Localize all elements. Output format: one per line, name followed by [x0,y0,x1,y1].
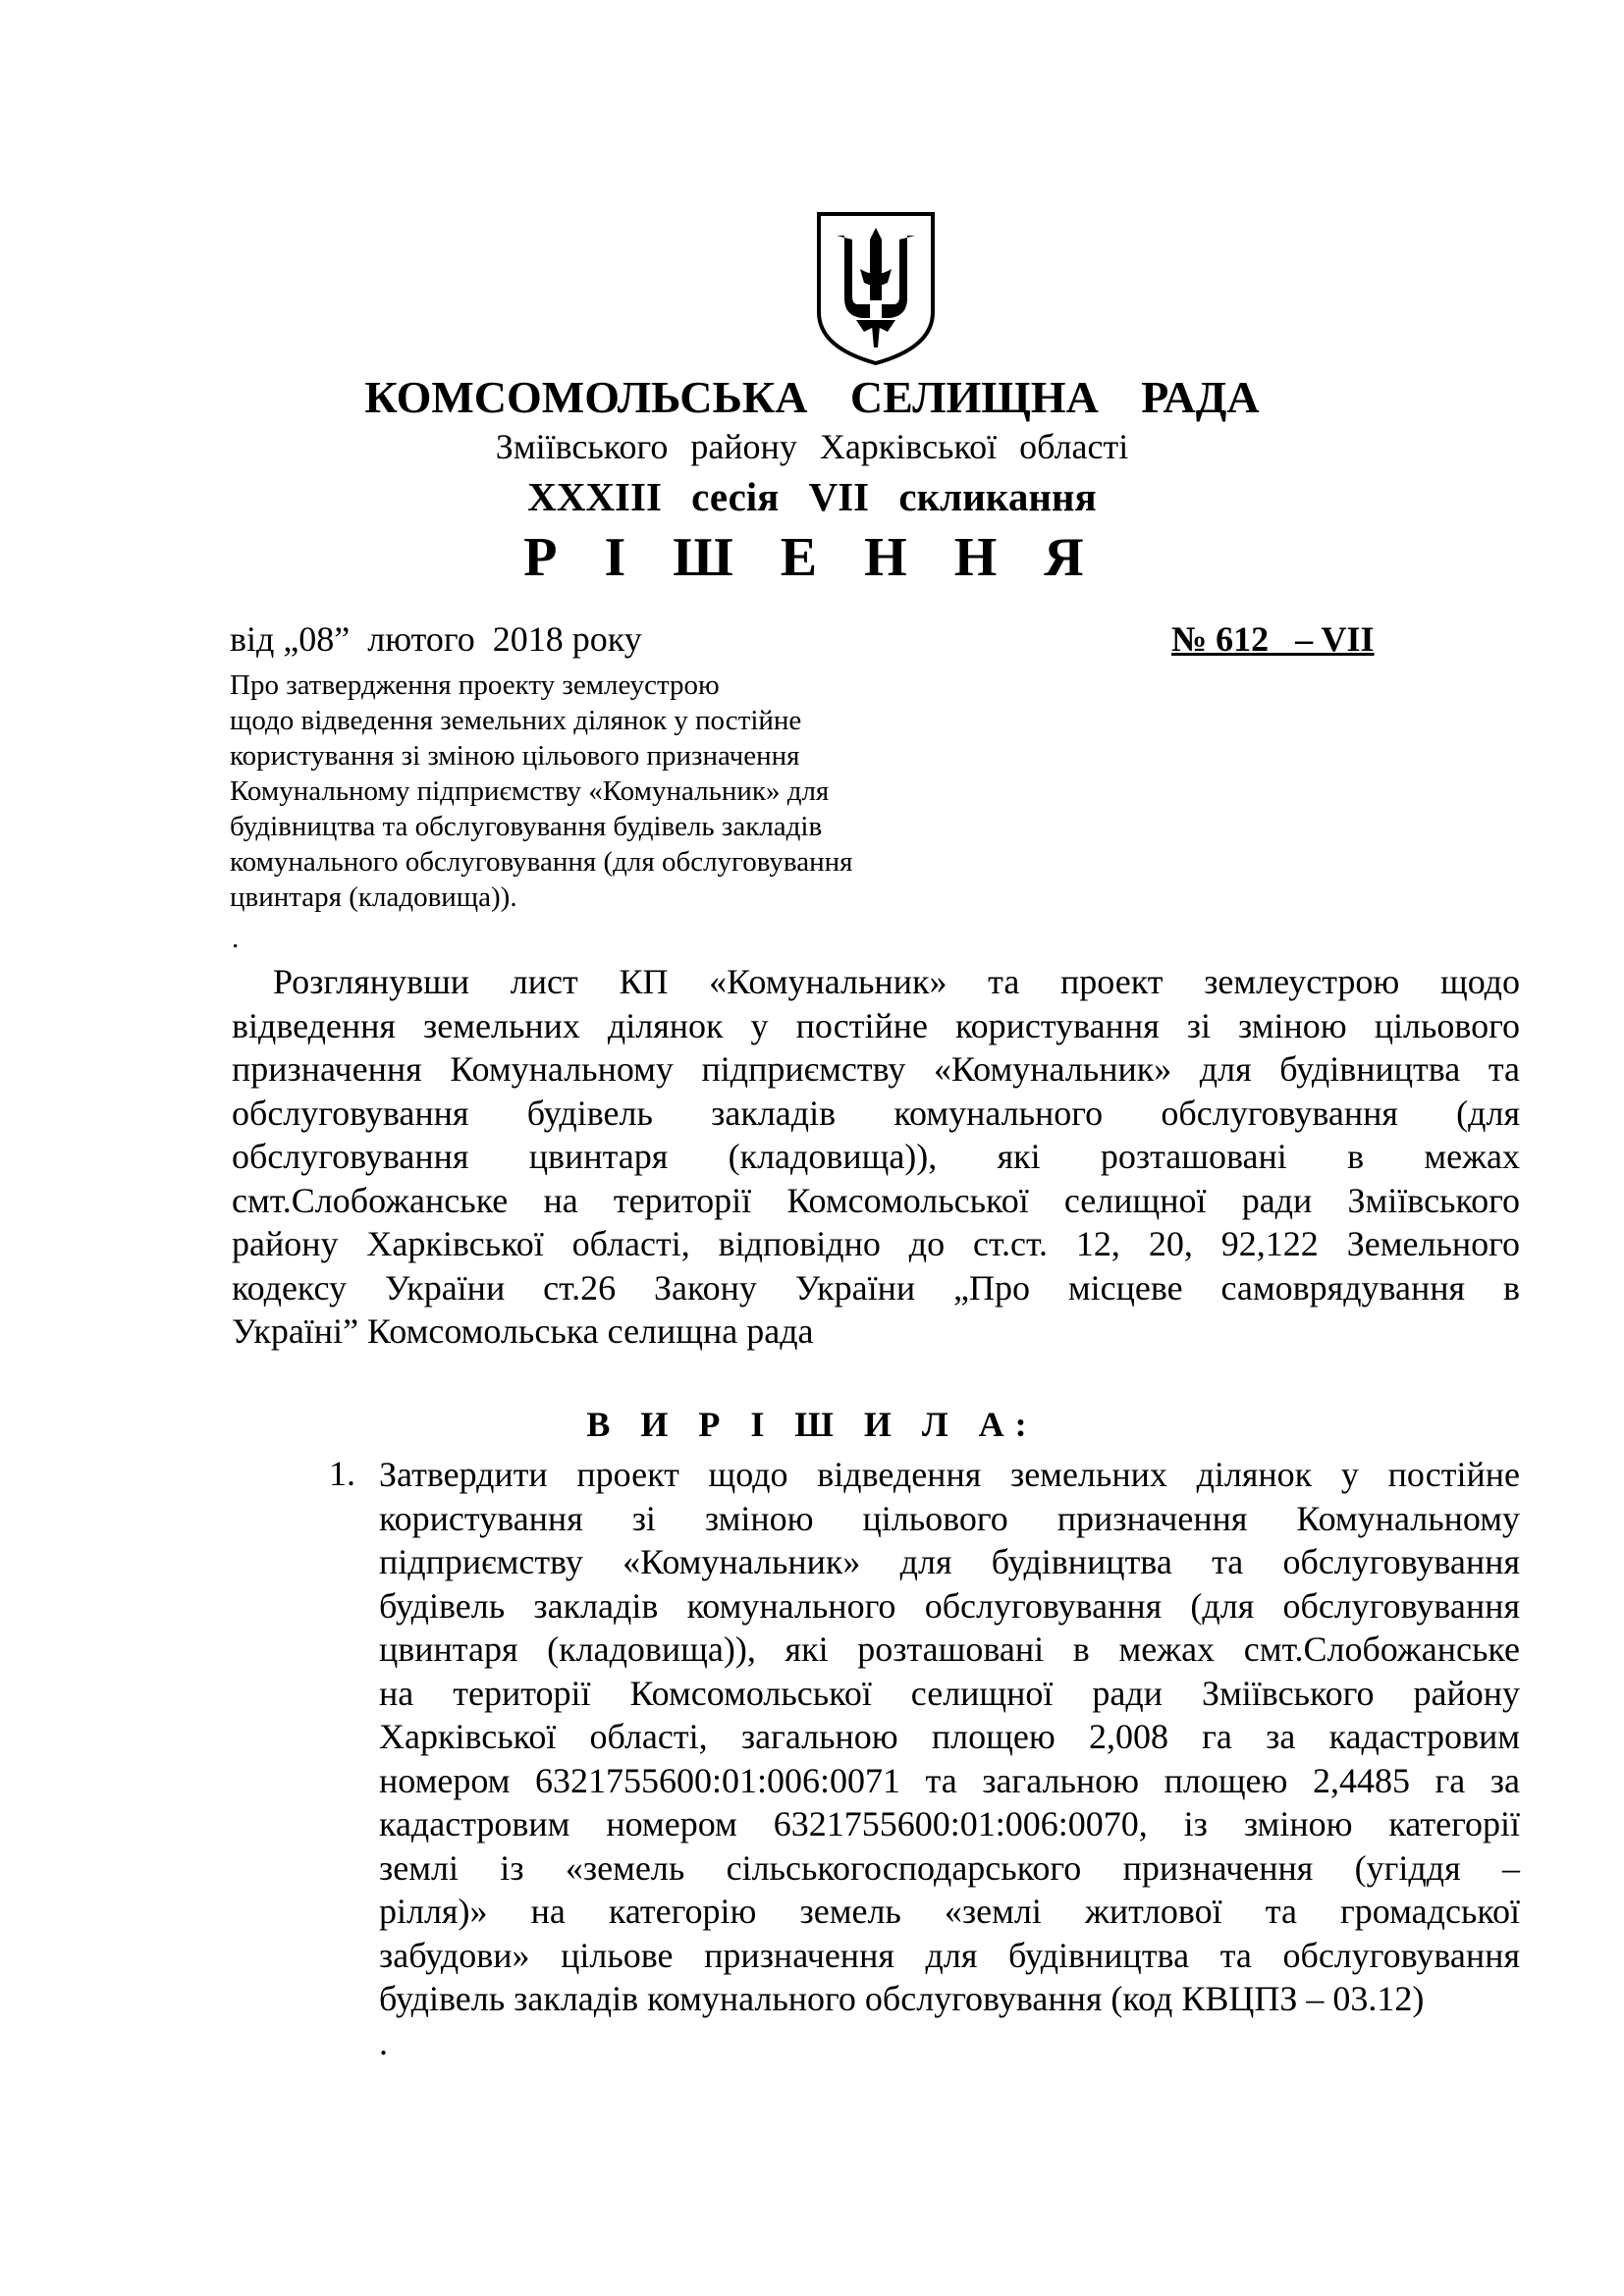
item-line: цвинтаря (кладовища)), які розташовані в межах смт.Слобожанське [379,1629,1520,1669]
item-line: кадастровим номером 6321755600:01:006:0070, із зміною категорії [379,1804,1520,1843]
subject-line: Комунальному підприємству «Комунальник» для [230,775,830,807]
subject-line: комунального обслуговування (для обслуговування [230,846,853,878]
document-title: Р І Ш Е Н Н Я [523,527,1101,588]
subject-line: будівництва та обслуговування будівель закладів [230,811,823,842]
item-line: Харківської області, загальною площею 2,008 га за кадастровим [379,1717,1520,1756]
preamble-line: обслуговування будівель закладів комунального обслуговування (для [232,1093,1520,1133]
session-name: XXXIII сесія VII скликання [527,474,1097,519]
subject-line: користування зі зміною цільового призначення [230,740,800,772]
preamble-line: відведення земельних ділянок у постійне користування зі зміною цільового [232,1005,1520,1045]
item-trailing-dot: . [379,2022,388,2062]
preamble-line: кодексу України ст.26 Закону України „Про місцеве самоврядування в [232,1267,1520,1308]
preamble-line: Розглянувши лист КП «Комунальник» та проект землеустрою щодо [273,962,1520,1001]
item-line: номером 6321755600:01:006:0071 та загальною площею 2,4485 га за [379,1760,1520,1800]
subject-line: щодо відведення земельних ділянок у постійне [230,705,802,736]
subject-line: цвинтаря (кладовища)). [230,881,517,913]
decision-number: № 612 – VII [1171,619,1375,659]
item-line: користування зі зміною цільового призначення Комунальному [379,1498,1520,1538]
preamble-paragraph [232,960,1520,1354]
preamble-line: призначення Комунальному підприємству «Комунальник» для будівництва та [232,1049,1520,1089]
resolution-item [379,1453,1520,2064]
item-line: забудови» цільове призначення для будівництва та обслуговування [379,1935,1520,1975]
preamble-line: смт.Слобожанське на території Комсомольської селищної ради Зміївського [232,1180,1520,1220]
subject-line: Про затвердження проекту землеустрою [230,669,720,701]
preamble-line: обслуговування цвинтаря (кладовища)), які розташовані в межах [232,1137,1520,1176]
district-name: Зміївського району Харківської області [495,427,1129,466]
trident-icon [813,210,939,367]
item-number: 1. [329,1454,355,1493]
decision-date: від „08” лютого 2018 року [230,619,642,659]
item-line: підприємству «Комунальник» для будівництва та обслуговування [379,1542,1520,1581]
item-line: Затвердити проект щодо відведення земельних ділянок у постійне [379,1455,1520,1494]
item-line: землі із «земель сільськогосподарського призначення (угіддя – [379,1847,1520,1888]
preamble-line: району Харківської області, відповідно до ст.ст. 12, 20, 92,122 Земельного [232,1224,1520,1263]
item-line: на території Комсомольської селищної ради Зміївського району [379,1673,1520,1713]
preamble-line: Україні” Комсомольська селищна рада [232,1311,814,1351]
subject-trailing-dot: . [232,923,240,954]
decision-subject [230,667,976,915]
organization-name: КОМСОМОЛЬСЬКА СЕЛИЩНА РАДА [364,372,1260,422]
item-line: будівель закладів комунального обслуговування (код КВЦПЗ – 03.12) [379,1979,1425,2018]
item-line: рілля)» на категорію земель «землі житлової та громадської [379,1892,1520,1931]
item-line: будівель закладів комунального обслуговування (для обслуговування [379,1585,1520,1626]
resolved-heading: В И Р І Ш И Л А: [586,1405,1038,1444]
